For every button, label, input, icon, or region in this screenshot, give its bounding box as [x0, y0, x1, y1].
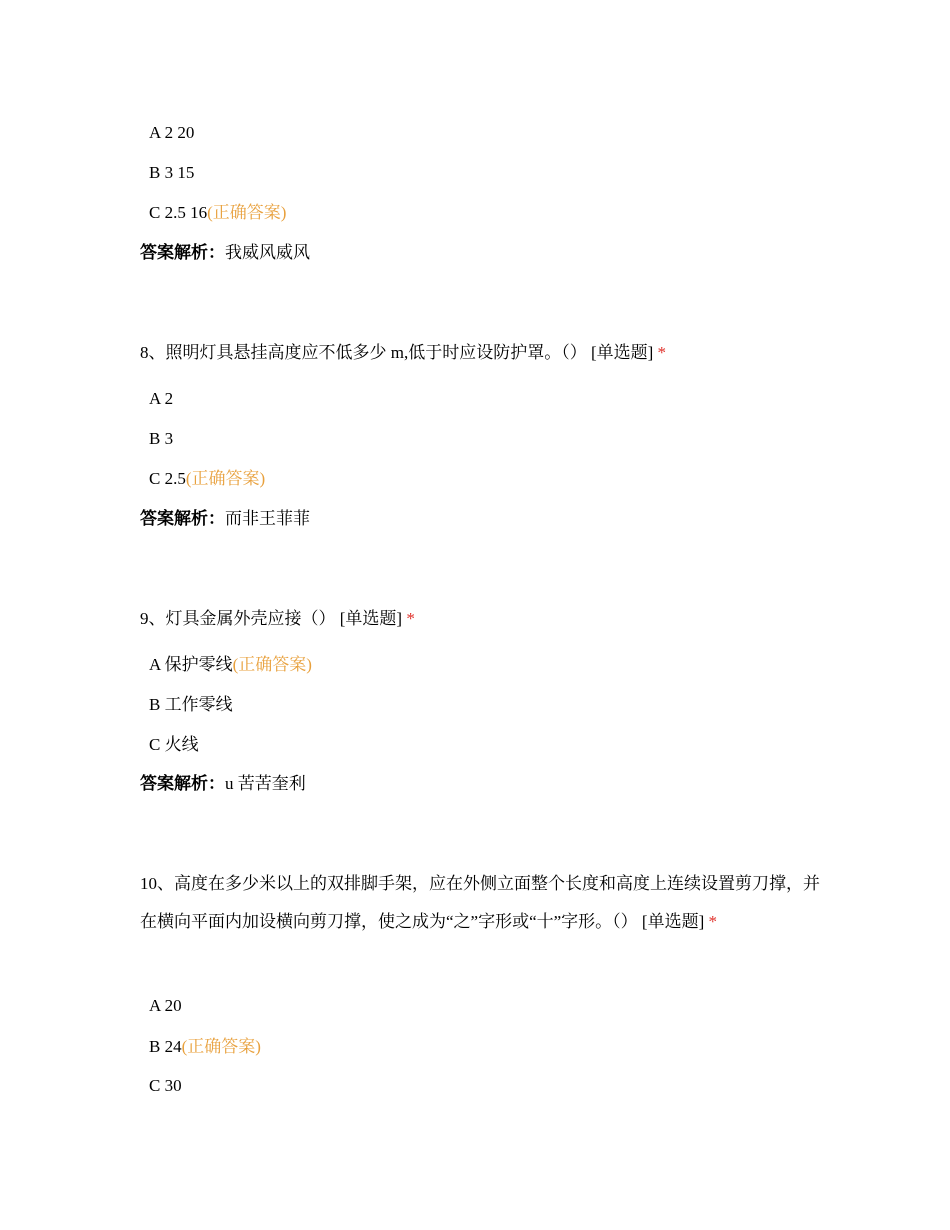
q10-title — [140, 865, 820, 941]
question-text: 10、高度在多少米以上的双排脚手架，应在外侧立面整个长度和高度上连续设置剪刀撑，并在横向平面内加设横向剪刀撑，使之成为“之”字形或“十”字形。（） [单选题] — [140, 874, 820, 931]
required-mark: * — [657, 343, 667, 362]
option-text: B 工作零线 — [149, 695, 233, 714]
q10-option-a — [149, 994, 182, 1018]
option-text: A 2 20 — [149, 123, 195, 142]
analysis-label: 答案解析： — [140, 509, 225, 528]
q9-option-a — [149, 653, 312, 677]
analysis-text: 而非王菲菲 — [225, 509, 310, 528]
option-text: C 30 — [149, 1076, 182, 1095]
q9-analysis — [140, 772, 306, 796]
analysis-label: 答案解析： — [140, 243, 225, 262]
q10-option-c — [149, 1074, 182, 1098]
option-text: A 保护零线 — [149, 655, 233, 674]
option-text: B 3 15 — [149, 163, 195, 182]
option-text: A 2 — [149, 389, 174, 408]
q8-analysis — [140, 507, 310, 531]
option-text: C 火线 — [149, 735, 199, 754]
q9-option-c — [149, 733, 199, 757]
analysis-label: 答案解析： — [140, 774, 225, 793]
correct-answer-tag: (正确答案) — [185, 469, 266, 488]
option-text: A 20 — [149, 996, 182, 1015]
q8-option-b — [149, 427, 173, 451]
correct-answer-tag: (正确答案) — [207, 203, 287, 222]
q9-title — [140, 607, 820, 631]
correct-answer-tag: (正确答案) — [181, 1037, 261, 1056]
q7-analysis — [140, 241, 310, 265]
question-text: 9、灯具金属外壳应接（） [单选题] — [140, 609, 403, 628]
q8-option-a — [149, 387, 173, 411]
analysis-text: 我威风威风 — [225, 243, 310, 262]
q10-option-b — [149, 1035, 261, 1059]
required-mark: * — [406, 609, 415, 628]
option-text: B 24 — [149, 1037, 182, 1056]
option-text: B 3 — [149, 429, 174, 448]
required-mark: * — [708, 912, 718, 931]
q8-title — [140, 341, 820, 365]
option-text: C 2.5 16 — [149, 203, 208, 222]
analysis-text: u 苦苦奎利 — [225, 774, 306, 793]
q7-option-b — [149, 161, 194, 185]
q9-option-b — [149, 693, 233, 717]
q7-option-a — [149, 121, 194, 145]
option-text: C 2.5 — [149, 469, 186, 488]
q7-option-c — [149, 201, 286, 225]
correct-answer-tag: (正确答案) — [232, 655, 312, 674]
q8-option-c — [149, 467, 265, 491]
question-text: 8、照明灯具悬挂高度应不低多少 m,低于时应设防护罩。（） [单选题] — [140, 343, 654, 362]
